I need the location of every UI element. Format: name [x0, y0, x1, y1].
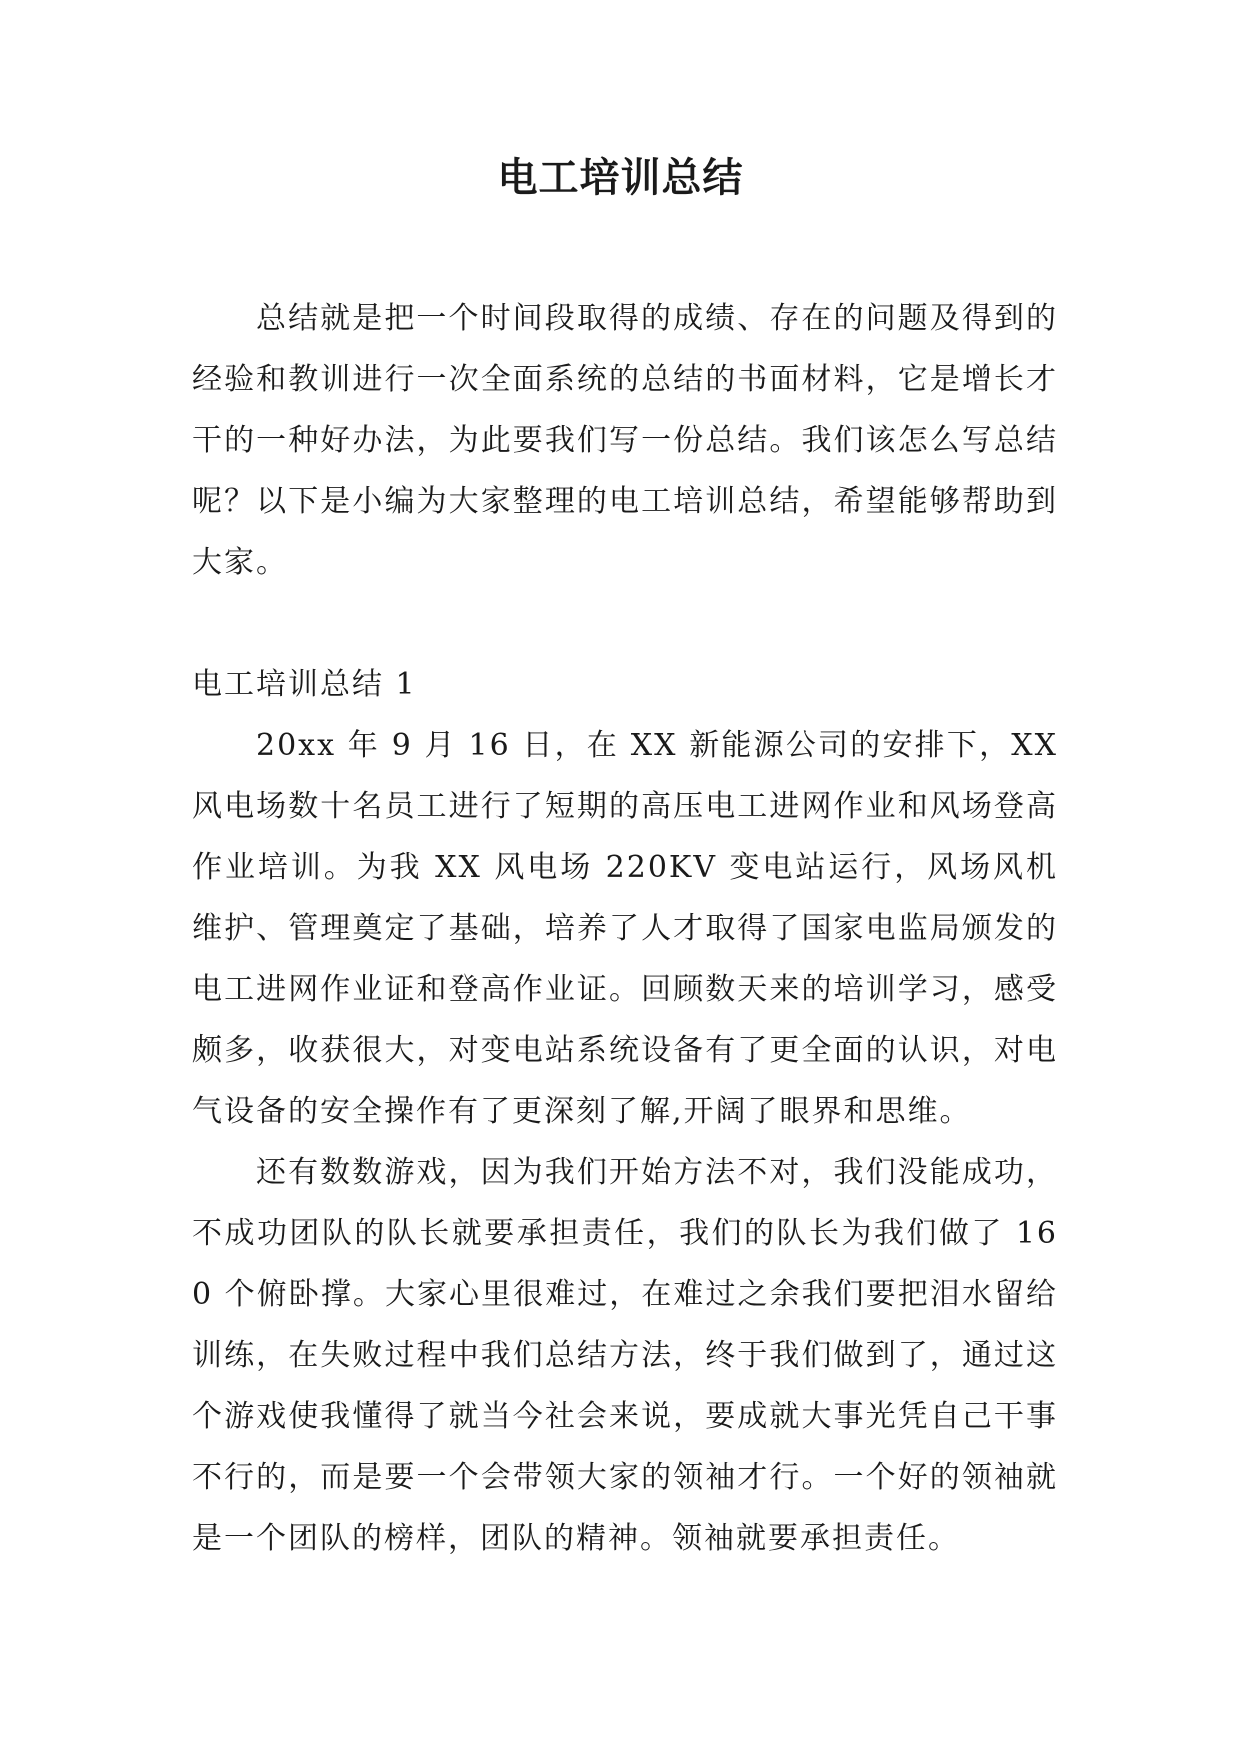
intro-paragraph: 总结就是把一个时间段取得的成绩、存在的问题及得到的经验和教训进行一次全面系统的总结的书面材料，它是增长才干的一种好办法，为此要我们写一份总结。我们该怎么写总结呢？以下是小编为大家整理的电工培训总结，希望能够帮助到大家。: [192, 301, 1058, 580]
paragraph-spacer: [192, 593, 1058, 654]
body-paragraph-2: 还有数数游戏，因为我们开始方法不对，我们没能成功，不成功团队的队长就要承担责任，我们的队长为我们做了 160 个俯卧撑。大家心里很难过，在难过之余我们要把泪水留给训练，在失败过程中我们总结方法，终于我们做到了，通过这个游戏使我懂得了就当今社会来说，要成就大事光凭自己干事不行的，而是要一个会带领大家的领袖才行。一个好的领袖就是一个团队的榜样，团队的精神。领袖就要承担责任。: [192, 1155, 1058, 1556]
body-paragraph-1: 20xx 年 9 月 16 日，在 XX 新能源公司的安排下，XX 风电场数十名员工进行了短期的高压电工进网作业和风场登高作业培训。为我 XX 风电场 220KV 变电站运行，风场风机维护、管理奠定了基础，培养了人才取得了国家电监局颁发的电工进网作业证和登高作业证。回顾数天来的培训学习，感受颇多，收获很大，对变电站系统设备有了更全面的认识，对电气设备的安全操作有了更深刻了解,开阔了眼界和思维。: [192, 728, 1058, 1129]
section-heading: 电工培训总结 1: [192, 667, 417, 702]
document-title: 电工培训总结: [497, 155, 744, 201]
document-body: [192, 288, 1058, 1569]
